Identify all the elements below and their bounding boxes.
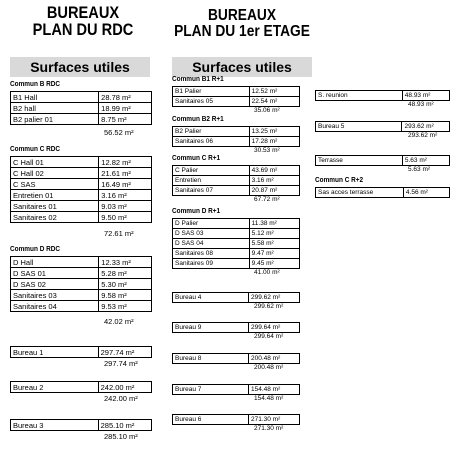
room-label: C SAS — [11, 179, 99, 190]
rdc-title-line-1: BUREAUX — [46, 3, 120, 22]
rdc-surfaces-banner: Surfaces utiles — [10, 57, 150, 77]
table-row — [173, 166, 300, 176]
room-label: S. reunion — [316, 91, 403, 101]
room-area: 5.63 m² — [402, 156, 449, 166]
section-title: Commun D RDC — [10, 246, 61, 253]
surface-table — [172, 322, 300, 333]
section-total: 299.62 m² — [254, 303, 284, 310]
room-area: 9.45 m² — [249, 259, 299, 269]
room-label: Bureau 8 — [173, 354, 249, 364]
surface-table — [10, 381, 152, 393]
section-total: 293.62 m² — [408, 132, 438, 139]
table-row — [173, 97, 300, 107]
surface-table — [315, 155, 450, 166]
room-area: 48.93 m² — [402, 91, 449, 101]
room-label: Sanitaires 04 — [11, 301, 99, 312]
section-total: 30.53 m² — [254, 147, 280, 154]
room-label: B1 Palier — [173, 87, 250, 97]
room-label: D SAS 02 — [11, 279, 99, 290]
table-row — [173, 385, 300, 395]
table-row — [316, 188, 450, 198]
room-label: D SAS 03 — [173, 229, 250, 239]
room-area: 9.03 m² — [99, 201, 152, 212]
table-row — [316, 91, 450, 101]
table-row — [173, 127, 300, 137]
etage1-title — [174, 8, 310, 40]
room-area: 5.12 m² — [249, 229, 299, 239]
room-area: 5.58 m² — [249, 239, 299, 249]
room-area: 200.48 m² — [249, 354, 300, 364]
section-total: 154.48 m² — [254, 395, 284, 402]
room-area: 3.16 m² — [249, 176, 299, 186]
table-row — [11, 114, 152, 125]
section-total: 72.61 m² — [104, 229, 134, 238]
section-title: Commun C R+2 — [315, 177, 364, 184]
room-area: 11.38 m² — [249, 219, 299, 229]
section-total: 285.10 m² — [104, 432, 138, 441]
room-label: D Palier — [173, 219, 250, 229]
table-row — [173, 219, 300, 229]
room-area: 3.16 m² — [99, 190, 152, 201]
room-label: D Hall — [11, 257, 99, 268]
room-label: B1 Hall — [11, 92, 99, 103]
surface-table — [172, 292, 300, 303]
table-row — [11, 257, 152, 268]
table-row — [316, 122, 450, 132]
room-label: B2 palier 01 — [11, 114, 99, 125]
section-total: 200.48 m² — [254, 364, 284, 371]
table-row — [173, 229, 300, 239]
table-row — [11, 279, 152, 290]
table-row — [11, 190, 152, 201]
room-label: Sanitaires 03 — [11, 290, 99, 301]
room-area: 297.74 m² — [98, 347, 151, 358]
room-area: 5.30 m² — [99, 279, 152, 290]
section-title: Commun D R+1 — [172, 208, 221, 215]
section-total: 5.63 m² — [408, 166, 431, 173]
room-area: 28.78 m² — [99, 92, 152, 103]
section-total: 299.64 m² — [254, 333, 284, 340]
table-row — [173, 249, 300, 259]
surface-table — [315, 90, 450, 101]
table-row — [11, 347, 152, 358]
section-title: Commun C R+1 — [172, 155, 221, 162]
room-label: Sanitaires 08 — [173, 249, 250, 259]
table-row — [173, 137, 300, 147]
room-area: 12.82 m² — [99, 157, 152, 168]
table-row — [173, 323, 300, 333]
room-label: Bureau 4 — [173, 293, 249, 303]
room-area: 9.58 m² — [99, 290, 152, 301]
room-area: 293.62 m² — [402, 122, 450, 132]
surface-table — [172, 353, 300, 364]
room-label: C Palier — [173, 166, 250, 176]
section-total: 297.74 m² — [104, 359, 138, 368]
room-label: D SAS 04 — [173, 239, 250, 249]
table-row — [11, 268, 152, 279]
surface-table — [172, 414, 300, 425]
room-area: 299.64 m² — [249, 323, 300, 333]
room-area: 271.30 m² — [249, 415, 300, 425]
room-label: Sanitaires 02 — [11, 212, 99, 223]
rdc-title — [19, 4, 148, 38]
room-label: Entretien — [173, 176, 250, 186]
surface-table — [172, 126, 300, 147]
room-label: C Hall 02 — [11, 168, 99, 179]
room-area: 12.52 m² — [249, 87, 299, 97]
table-row — [173, 186, 300, 196]
surface-table — [10, 346, 152, 358]
section-total: 242.00 m² — [104, 394, 138, 403]
section-total: 48.93 m² — [408, 101, 434, 108]
room-area: 5.28 m² — [99, 268, 152, 279]
room-area: 285.10 m² — [98, 420, 151, 431]
table-row — [11, 157, 152, 168]
room-label: Sas acces terrasse — [316, 188, 404, 198]
room-area: 22.54 m² — [249, 97, 299, 107]
room-label: Bureau 7 — [173, 385, 249, 395]
section-title: Commun C RDC — [10, 146, 61, 153]
room-area: 9.50 m² — [99, 212, 152, 223]
room-label: B2 hall — [11, 103, 99, 114]
room-label: Bureau 6 — [173, 415, 249, 425]
table-row — [173, 176, 300, 186]
rdc-title-line-2: PLAN DU RDC — [32, 20, 134, 39]
room-area: 13.25 m² — [249, 127, 299, 137]
surface-table — [10, 419, 152, 431]
room-label: Bureau 2 — [11, 382, 99, 393]
room-label: Terrasse — [316, 156, 403, 166]
table-row — [11, 420, 152, 431]
room-label: Sanitaires 07 — [173, 186, 250, 196]
room-area: 18.99 m² — [99, 103, 152, 114]
section-title: Commun B1 R+1 — [172, 76, 224, 83]
room-label: Sanitaires 05 — [173, 97, 250, 107]
surface-table — [172, 218, 300, 269]
table-row — [11, 168, 152, 179]
room-area: 12.33 m² — [99, 257, 152, 268]
surface-table — [315, 121, 450, 132]
table-row — [11, 201, 152, 212]
table-row — [11, 103, 152, 114]
surface-table — [10, 91, 152, 125]
section-title: Commun B2 R+1 — [172, 116, 224, 123]
etage1-title-line-2: PLAN DU 1er ETAGE — [174, 23, 310, 40]
room-area: 43.69 m² — [249, 166, 299, 176]
section-total: 271.30 m² — [254, 425, 284, 432]
table-row — [173, 259, 300, 269]
room-area: 9.47 m² — [249, 249, 299, 259]
table-row — [11, 290, 152, 301]
section-total: 42.02 m² — [104, 317, 134, 326]
room-label: Bureau 9 — [173, 323, 249, 333]
room-label: D SAS 01 — [11, 268, 99, 279]
room-area: 242.00 m² — [98, 382, 151, 393]
table-row — [173, 354, 300, 364]
room-area: 21.61 m² — [99, 168, 152, 179]
room-label: C Hall 01 — [11, 157, 99, 168]
section-title: Commun B RDC — [10, 81, 61, 88]
room-label: Sanitaires 09 — [173, 259, 250, 269]
section-total: 35.06 m² — [254, 107, 280, 114]
surface-table — [315, 187, 450, 198]
table-row — [11, 179, 152, 190]
surface-table — [172, 384, 300, 395]
room-area: 154.48 m² — [249, 385, 300, 395]
room-label: Bureau 1 — [11, 347, 99, 358]
room-label: Sanitaires 06 — [173, 137, 250, 147]
surface-table — [10, 256, 152, 312]
table-row — [173, 239, 300, 249]
surface-table — [10, 156, 152, 223]
section-total: 56.52 m² — [104, 128, 134, 137]
room-label: Sanitaires 01 — [11, 201, 99, 212]
table-row — [173, 293, 300, 303]
room-area: 8.75 m² — [99, 114, 152, 125]
table-row — [173, 87, 300, 97]
table-row — [11, 382, 152, 393]
etage1-title-line-1: BUREAUX — [207, 7, 277, 24]
surface-table — [172, 86, 300, 107]
room-area: 9.53 m² — [99, 301, 152, 312]
table-row — [173, 415, 300, 425]
section-total: 67.72 m² — [254, 196, 280, 203]
room-label: B2 Palier — [173, 127, 250, 137]
table-row — [316, 156, 450, 166]
room-area: 16.49 m² — [99, 179, 152, 190]
etage1-surfaces-banner: Surfaces utiles — [172, 57, 312, 77]
room-area: 4.56 m² — [403, 188, 449, 198]
room-label: Bureau 5 — [316, 122, 402, 132]
room-area: 17.28 m² — [249, 137, 299, 147]
table-row — [11, 212, 152, 223]
table-row — [11, 92, 152, 103]
room-label: Entretien 01 — [11, 190, 99, 201]
room-area: 299.62 m² — [249, 293, 300, 303]
room-area: 20.87 m² — [249, 186, 299, 196]
room-label: Bureau 3 — [11, 420, 99, 431]
surface-table — [172, 165, 300, 196]
table-row — [11, 301, 152, 312]
section-total: 41.00 m² — [254, 269, 280, 276]
